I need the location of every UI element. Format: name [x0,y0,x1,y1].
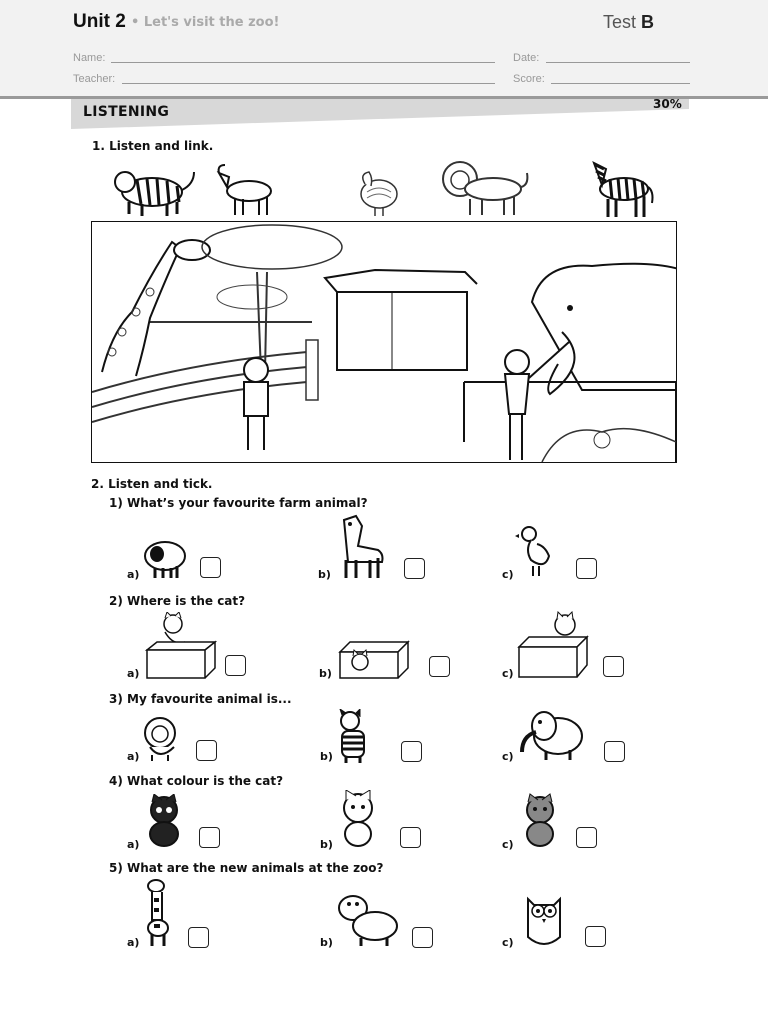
option-letter: a) [127,838,140,851]
zebra-icon [334,709,374,763]
lion-icon [140,715,184,763]
tick-box[interactable] [401,741,422,762]
tick-box[interactable] [196,740,217,761]
subquestion-5: 5) What are the new animals at the zoo? [109,861,384,875]
unit-subtitle: • Let's visit the zoo! [131,15,280,30]
zebra-icon[interactable] [582,155,656,219]
option-letter: b) [320,838,333,851]
tick-box[interactable] [576,827,597,848]
option-letter: c) [502,750,514,763]
tiger-icon[interactable] [107,162,197,218]
subquestion-3: 3) My favourite animal is... [109,692,292,706]
zoo-scene-illustration [91,221,677,463]
subquestion-1: 1) What’s your favourite farm animal? [109,496,368,510]
option-letter: a) [127,568,140,581]
black-cat-icon [142,794,188,850]
unit-title: Unit 2 [73,11,126,32]
tick-box[interactable] [404,558,425,579]
question-2-title: 2. Listen and tick. [91,477,213,491]
teacher-field[interactable] [122,83,495,84]
turkey-icon[interactable] [353,170,403,218]
name-label: Name: [73,52,106,64]
section-percent: 30% [653,97,682,111]
owl-icon [522,891,566,949]
name-field[interactable] [111,62,495,63]
tick-box[interactable] [199,827,220,848]
grey-cat-icon [518,792,564,850]
subquestion-2: 2) Where is the cat? [109,594,246,608]
option-letter: a) [127,936,140,949]
score-field[interactable] [551,83,690,84]
option-letter: c) [502,936,514,949]
tick-box[interactable] [225,655,246,676]
tick-box[interactable] [400,827,421,848]
option-letter: b) [320,750,333,763]
tick-box[interactable] [603,656,624,677]
section-title: LISTENING [83,104,170,120]
option-letter: b) [318,568,331,581]
tick-box[interactable] [412,927,433,948]
worksheet-header [0,0,768,99]
hippo-icon [335,892,401,948]
sheep-icon [141,536,187,580]
cat-on-box-icon [143,612,217,682]
tick-box[interactable] [188,927,209,948]
teacher-label: Teacher: [73,73,116,85]
white-cat-icon [336,790,382,850]
option-letter: b) [320,936,333,949]
option-letter: a) [127,667,140,680]
tick-box[interactable] [604,741,625,762]
subquestion-4: 4) What colour is the cat? [109,774,284,788]
duck-icon [515,522,551,580]
goat-icon[interactable] [211,163,279,219]
tick-box[interactable] [200,557,221,578]
question-1-title: 1. Listen and link. [92,139,214,153]
option-letter: c) [502,568,514,581]
date-field[interactable] [546,62,690,63]
zoo-scene-drawing [92,222,676,462]
tick-box[interactable] [576,558,597,579]
lion-icon[interactable] [438,157,530,219]
option-letter: a) [127,750,140,763]
option-letter: c) [502,667,514,680]
date-label: Date: [513,52,540,64]
horse-icon [334,512,388,580]
test-label: Test B [603,12,655,32]
elephant-icon [514,708,586,762]
cat-in-box-icon [336,638,412,682]
option-letter: b) [319,667,332,680]
cat-behind-box-icon [517,611,591,681]
option-letter: c) [502,838,514,851]
giraffe-icon [142,876,176,948]
tick-box[interactable] [429,656,450,677]
tick-box[interactable] [585,926,606,947]
score-label: Score: [513,73,545,85]
